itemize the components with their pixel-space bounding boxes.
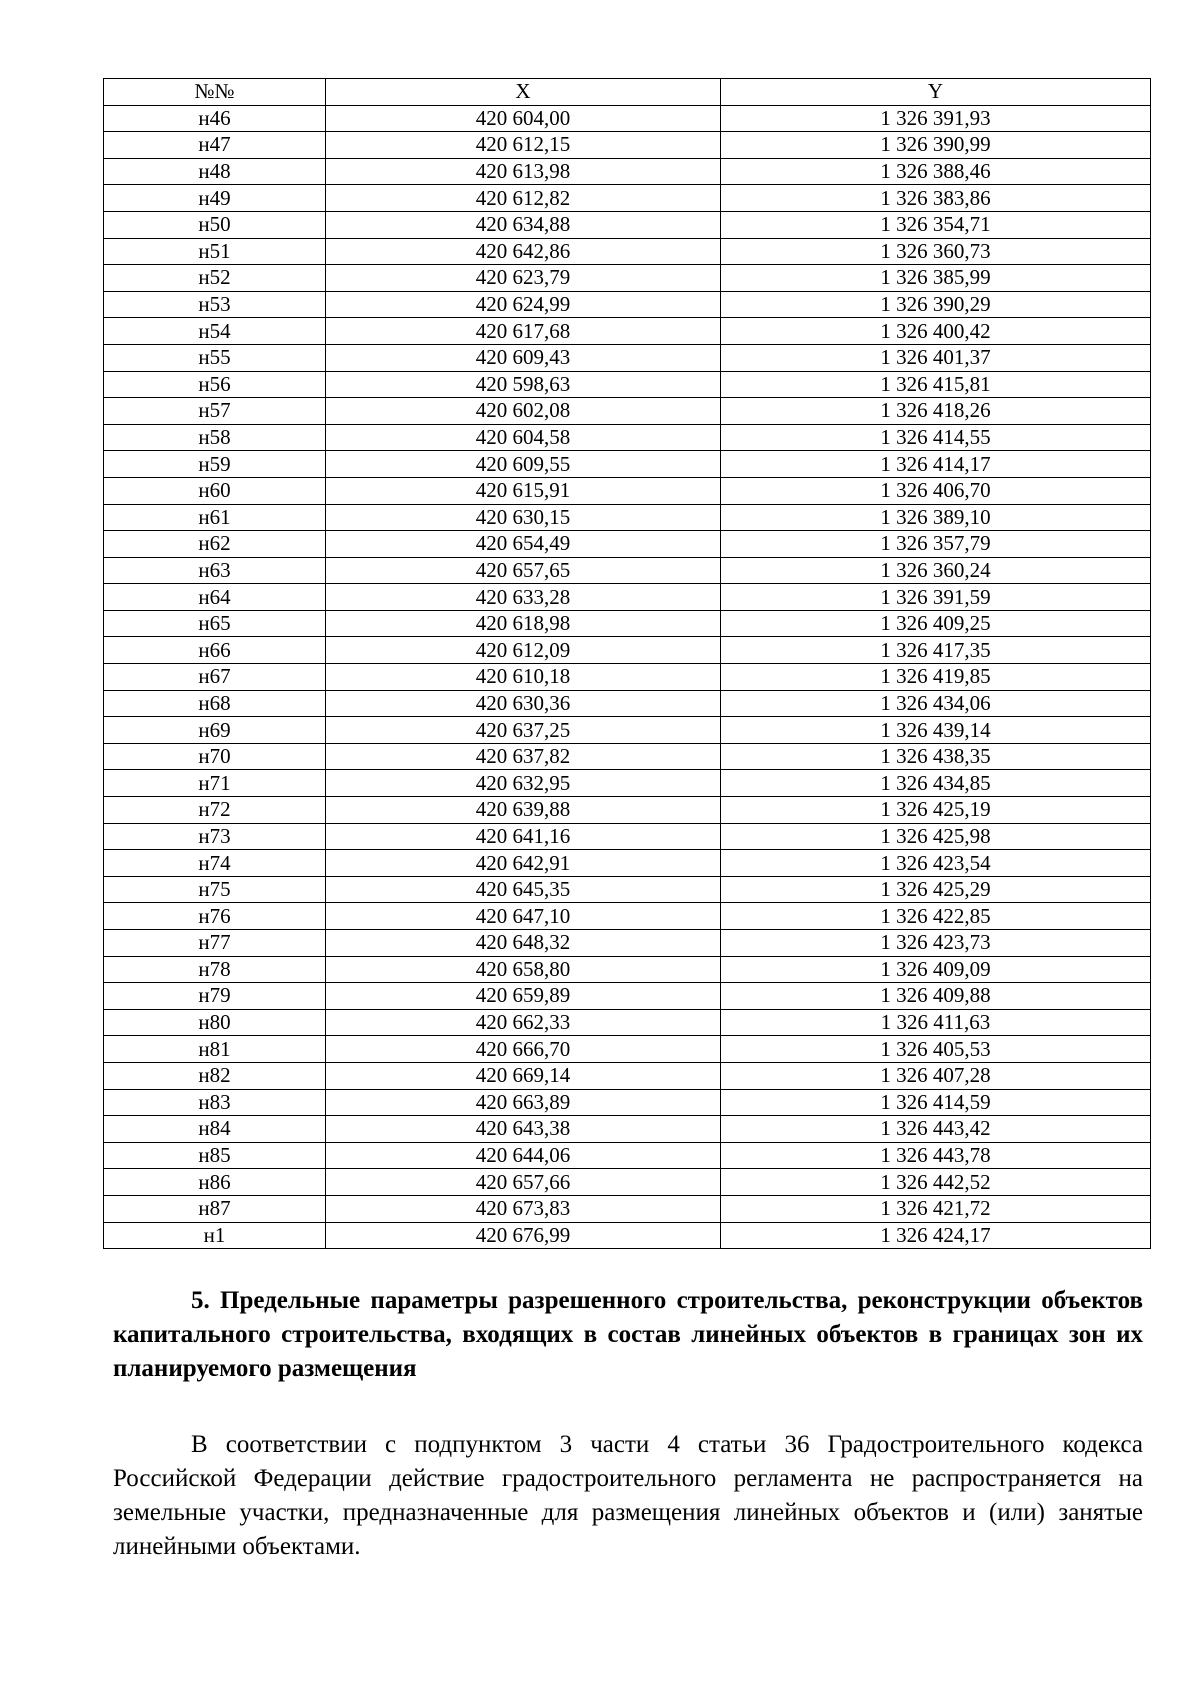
y-coordinate-cell: 1 326 390,99 — [721, 132, 1151, 159]
y-coordinate-cell: 1 326 418,26 — [721, 398, 1151, 425]
x-coordinate-cell: 420 647,10 — [326, 903, 721, 930]
table-row — [104, 211, 1151, 238]
table-row — [104, 850, 1151, 877]
x-coordinate-cell: 420 639,88 — [326, 797, 721, 824]
y-coordinate-cell: 1 326 443,42 — [721, 1116, 1151, 1143]
point-number-cell: н61 — [104, 504, 326, 531]
y-coordinate-cell: 1 326 434,06 — [721, 690, 1151, 717]
table-row — [104, 1062, 1151, 1089]
point-number-cell: н73 — [104, 823, 326, 850]
x-coordinate-cell: 420 604,58 — [326, 424, 721, 451]
x-coordinate-cell: 420 633,28 — [326, 584, 721, 611]
point-number-cell: н50 — [104, 211, 326, 238]
table-row — [104, 1169, 1151, 1196]
point-number-cell: н48 — [104, 158, 326, 185]
x-coordinate-cell: 420 612,82 — [326, 185, 721, 212]
table-row — [104, 983, 1151, 1010]
point-number-cell: н82 — [104, 1062, 326, 1089]
table-row — [104, 291, 1151, 318]
y-coordinate-cell: 1 326 434,85 — [721, 770, 1151, 797]
y-coordinate-cell: 1 326 442,52 — [721, 1169, 1151, 1196]
y-coordinate-cell: 1 326 425,19 — [721, 797, 1151, 824]
point-number-cell: н68 — [104, 690, 326, 717]
x-coordinate-cell: 420 612,15 — [326, 132, 721, 159]
point-number-cell: н66 — [104, 637, 326, 664]
y-coordinate-cell: 1 326 423,73 — [721, 930, 1151, 957]
table-row — [104, 371, 1151, 398]
table-row — [104, 770, 1151, 797]
point-number-cell: н71 — [104, 770, 326, 797]
x-coordinate-cell: 420 617,68 — [326, 318, 721, 345]
point-number-cell: н64 — [104, 584, 326, 611]
table-row — [104, 238, 1151, 265]
y-coordinate-cell: 1 326 443,78 — [721, 1142, 1151, 1169]
point-number-cell: н84 — [104, 1116, 326, 1143]
y-coordinate-cell: 1 326 405,53 — [721, 1036, 1151, 1063]
table-row — [104, 743, 1151, 770]
x-coordinate-cell: 420 634,88 — [326, 211, 721, 238]
y-coordinate-cell: 1 326 411,63 — [721, 1009, 1151, 1036]
y-coordinate-cell: 1 326 390,29 — [721, 291, 1151, 318]
table-row — [104, 477, 1151, 504]
y-coordinate-cell: 1 326 425,29 — [721, 876, 1151, 903]
x-coordinate-cell: 420 648,32 — [326, 930, 721, 957]
table-row — [104, 903, 1151, 930]
header-number: №№ — [104, 79, 326, 106]
table-row — [104, 1195, 1151, 1222]
x-coordinate-cell: 420 604,00 — [326, 105, 721, 132]
table-row — [104, 1009, 1151, 1036]
y-coordinate-cell: 1 326 417,35 — [721, 637, 1151, 664]
point-number-cell: н56 — [104, 371, 326, 398]
table-row — [104, 424, 1151, 451]
y-coordinate-cell: 1 326 414,59 — [721, 1089, 1151, 1116]
point-number-cell: н63 — [104, 557, 326, 584]
point-number-cell: н52 — [104, 265, 326, 292]
x-coordinate-cell: 420 598,63 — [326, 371, 721, 398]
x-coordinate-cell: 420 612,09 — [326, 637, 721, 664]
x-coordinate-cell: 420 624,99 — [326, 291, 721, 318]
x-coordinate-cell: 420 623,79 — [326, 265, 721, 292]
table-row — [104, 158, 1151, 185]
x-coordinate-cell: 420 609,43 — [326, 344, 721, 371]
table-row — [104, 664, 1151, 691]
section-heading: 5. Предельные параметры разрешенного строительства, реконструкции объектов капитального строительства, входящих в состав линейных объектов в границах зон их планируемого размещения — [113, 1287, 1143, 1382]
table-row — [104, 132, 1151, 159]
x-coordinate-cell: 420 673,83 — [326, 1195, 721, 1222]
x-coordinate-cell: 420 663,89 — [326, 1089, 721, 1116]
point-number-cell: н47 — [104, 132, 326, 159]
table-row — [104, 265, 1151, 292]
y-coordinate-cell: 1 326 419,85 — [721, 664, 1151, 691]
y-coordinate-cell: 1 326 421,72 — [721, 1195, 1151, 1222]
y-coordinate-cell: 1 326 401,37 — [721, 344, 1151, 371]
point-number-cell: н74 — [104, 850, 326, 877]
table-row — [104, 451, 1151, 478]
point-number-cell: н87 — [104, 1195, 326, 1222]
table-body — [104, 105, 1151, 1249]
table-row — [104, 876, 1151, 903]
x-coordinate-cell: 420 657,66 — [326, 1169, 721, 1196]
point-number-cell: н75 — [104, 876, 326, 903]
y-coordinate-cell: 1 326 388,46 — [721, 158, 1151, 185]
point-number-cell: н65 — [104, 610, 326, 637]
point-number-cell: н69 — [104, 717, 326, 744]
point-number-cell: н78 — [104, 956, 326, 983]
point-number-cell: н80 — [104, 1009, 326, 1036]
point-number-cell: н60 — [104, 477, 326, 504]
y-coordinate-cell: 1 326 354,71 — [721, 211, 1151, 238]
x-coordinate-cell: 420 676,99 — [326, 1222, 721, 1249]
x-coordinate-cell: 420 642,86 — [326, 238, 721, 265]
y-coordinate-cell: 1 326 383,86 — [721, 185, 1151, 212]
table-row — [104, 318, 1151, 345]
point-number-cell: н81 — [104, 1036, 326, 1063]
table-row — [104, 823, 1151, 850]
coordinates-table — [103, 78, 1151, 1249]
table-row — [104, 531, 1151, 558]
table-row — [104, 398, 1151, 425]
point-number-cell: н77 — [104, 930, 326, 957]
y-coordinate-cell: 1 326 424,17 — [721, 1222, 1151, 1249]
table-row — [104, 1222, 1151, 1249]
table-row — [104, 1036, 1151, 1063]
x-coordinate-cell: 420 613,98 — [326, 158, 721, 185]
table-header-row — [104, 79, 1151, 106]
x-coordinate-cell: 420 602,08 — [326, 398, 721, 425]
x-coordinate-cell: 420 615,91 — [326, 477, 721, 504]
x-coordinate-cell: 420 659,89 — [326, 983, 721, 1010]
table-row — [104, 717, 1151, 744]
x-coordinate-cell: 420 657,65 — [326, 557, 721, 584]
x-coordinate-cell: 420 654,49 — [326, 531, 721, 558]
x-coordinate-cell: 420 610,18 — [326, 664, 721, 691]
table-row — [104, 105, 1151, 132]
table-row — [104, 1089, 1151, 1116]
x-coordinate-cell: 420 637,25 — [326, 717, 721, 744]
y-coordinate-cell: 1 326 439,14 — [721, 717, 1151, 744]
point-number-cell: н85 — [104, 1142, 326, 1169]
table-row — [104, 956, 1151, 983]
table-row — [104, 637, 1151, 664]
x-coordinate-cell: 420 618,98 — [326, 610, 721, 637]
x-coordinate-cell: 420 609,55 — [326, 451, 721, 478]
point-number-cell: н76 — [104, 903, 326, 930]
y-coordinate-cell: 1 326 400,42 — [721, 318, 1151, 345]
y-coordinate-cell: 1 326 414,17 — [721, 451, 1151, 478]
point-number-cell: н57 — [104, 398, 326, 425]
header-x: X — [326, 79, 721, 106]
point-number-cell: н55 — [104, 344, 326, 371]
x-coordinate-cell: 420 637,82 — [326, 743, 721, 770]
point-number-cell: н58 — [104, 424, 326, 451]
table-row — [104, 930, 1151, 957]
point-number-cell: н70 — [104, 743, 326, 770]
table-row — [104, 504, 1151, 531]
y-coordinate-cell: 1 326 360,24 — [721, 557, 1151, 584]
x-coordinate-cell: 420 662,33 — [326, 1009, 721, 1036]
point-number-cell: н54 — [104, 318, 326, 345]
point-number-cell: н49 — [104, 185, 326, 212]
y-coordinate-cell: 1 326 360,73 — [721, 238, 1151, 265]
point-number-cell: н59 — [104, 451, 326, 478]
x-coordinate-cell: 420 632,95 — [326, 770, 721, 797]
y-coordinate-cell: 1 326 425,98 — [721, 823, 1151, 850]
point-number-cell: н83 — [104, 1089, 326, 1116]
table-row — [104, 584, 1151, 611]
point-number-cell: н46 — [104, 105, 326, 132]
table-row — [104, 344, 1151, 371]
y-coordinate-cell: 1 326 422,85 — [721, 903, 1151, 930]
y-coordinate-cell: 1 326 409,25 — [721, 610, 1151, 637]
x-coordinate-cell: 420 642,91 — [326, 850, 721, 877]
y-coordinate-cell: 1 326 415,81 — [721, 371, 1151, 398]
x-coordinate-cell: 420 644,06 — [326, 1142, 721, 1169]
table-row — [104, 1142, 1151, 1169]
table-row — [104, 185, 1151, 212]
y-coordinate-cell: 1 326 438,35 — [721, 743, 1151, 770]
x-coordinate-cell: 420 669,14 — [326, 1062, 721, 1089]
header-y: Y — [721, 79, 1151, 106]
y-coordinate-cell: 1 326 423,54 — [721, 850, 1151, 877]
y-coordinate-cell: 1 326 407,28 — [721, 1062, 1151, 1089]
y-coordinate-cell: 1 326 391,59 — [721, 584, 1151, 611]
y-coordinate-cell: 1 326 409,88 — [721, 983, 1151, 1010]
x-coordinate-cell: 420 645,35 — [326, 876, 721, 903]
point-number-cell: н72 — [104, 797, 326, 824]
table-row — [104, 797, 1151, 824]
y-coordinate-cell: 1 326 406,70 — [721, 477, 1151, 504]
y-coordinate-cell: 1 326 385,99 — [721, 265, 1151, 292]
section-paragraph: В соответствии с подпунктом 3 части 4 статьи 36 Градостроительного кодекса Российской Федерации действие градостроительного регламента не распространяется на земельные участки, предназначенные для размещения линейных объектов и (или) занятые линейными объектами. — [113, 1431, 1143, 1560]
y-coordinate-cell: 1 326 389,10 — [721, 504, 1151, 531]
y-coordinate-cell: 1 326 414,55 — [721, 424, 1151, 451]
x-coordinate-cell: 420 630,36 — [326, 690, 721, 717]
table-row — [104, 610, 1151, 637]
point-number-cell: н53 — [104, 291, 326, 318]
section-5 — [113, 1284, 1143, 1564]
x-coordinate-cell: 420 641,16 — [326, 823, 721, 850]
x-coordinate-cell: 420 658,80 — [326, 956, 721, 983]
x-coordinate-cell: 420 666,70 — [326, 1036, 721, 1063]
y-coordinate-cell: 1 326 357,79 — [721, 531, 1151, 558]
point-number-cell: н62 — [104, 531, 326, 558]
point-number-cell: н1 — [104, 1222, 326, 1249]
table-row — [104, 1116, 1151, 1143]
point-number-cell: н51 — [104, 238, 326, 265]
point-number-cell: н67 — [104, 664, 326, 691]
table-row — [104, 690, 1151, 717]
point-number-cell: н86 — [104, 1169, 326, 1196]
point-number-cell: н79 — [104, 983, 326, 1010]
table-row — [104, 557, 1151, 584]
y-coordinate-cell: 1 326 391,93 — [721, 105, 1151, 132]
x-coordinate-cell: 420 643,38 — [326, 1116, 721, 1143]
y-coordinate-cell: 1 326 409,09 — [721, 956, 1151, 983]
x-coordinate-cell: 420 630,15 — [326, 504, 721, 531]
